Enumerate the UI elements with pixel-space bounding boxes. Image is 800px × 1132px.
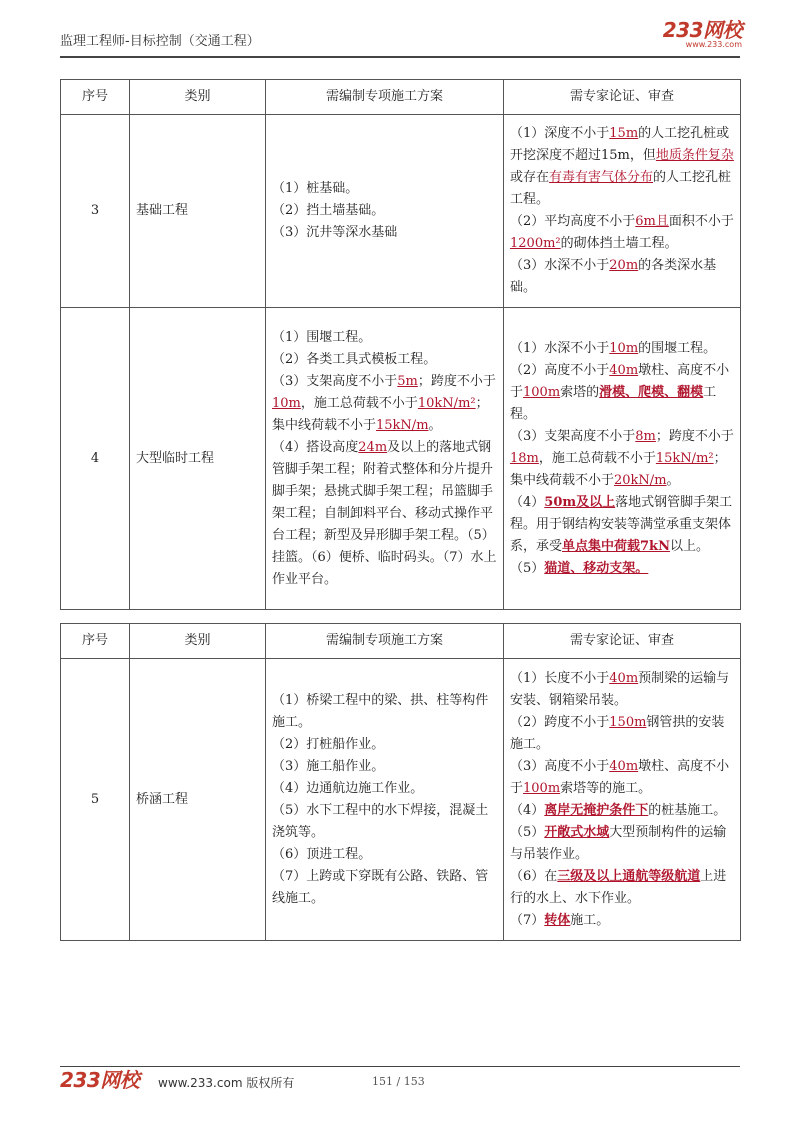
highlighted-value: 40m xyxy=(609,758,639,774)
cell-item xyxy=(272,756,497,778)
row-review xyxy=(504,115,741,308)
highlighted-keyword: 50m及以上 xyxy=(544,494,616,510)
highlighted-value: 有毒有害气体分布 xyxy=(549,170,654,185)
cell-text: （3）水深不小于 xyxy=(510,258,610,273)
logo-url: www.233.com xyxy=(685,40,742,49)
cell-text: 的人工挖孔桩工程。 xyxy=(510,170,732,207)
construction-plan-table-2 xyxy=(60,623,741,941)
cell-text: （5）水下工程中的水下焊接，混凝土浇筑等。 xyxy=(272,802,489,840)
cell-text: ，施工总荷载不小于 xyxy=(300,395,418,411)
footer-logo-text: 233网校 xyxy=(60,1068,140,1092)
cell-text: 墩柱、高度不小于 xyxy=(510,362,730,400)
row-plan xyxy=(266,115,504,308)
highlighted-value: 100m xyxy=(523,780,561,796)
cell-item xyxy=(510,255,734,299)
highlighted-keyword: 滑模、爬模、翻模 xyxy=(599,384,704,400)
cell-text: （1）桩基础。 xyxy=(272,181,359,196)
highlighted-value: 地质条件复杂 xyxy=(655,148,734,163)
cell-text: 钢管拱的安装施工。 xyxy=(510,714,725,752)
cell-text: ；集中线荷载不小于 xyxy=(510,450,727,488)
cell-text: （1）长度不小于 xyxy=(510,670,610,686)
row-plan xyxy=(266,308,504,610)
highlighted-value: 20kN/m xyxy=(614,472,667,488)
row-review xyxy=(504,308,741,610)
table-row xyxy=(61,115,741,308)
highlighted-value: 40m xyxy=(609,362,639,378)
row-plan xyxy=(266,659,504,941)
highlighted-keyword: 猫道、移动支架。 xyxy=(544,560,649,576)
site-logo[interactable] xyxy=(663,20,742,49)
cell-item xyxy=(510,800,734,866)
cell-text: （2）高度不小于 xyxy=(510,362,610,378)
column-header-category: 类别 xyxy=(130,624,266,659)
cell-item xyxy=(510,866,734,910)
cell-item xyxy=(272,222,497,244)
cell-text: （4） xyxy=(510,802,545,818)
cell-text: 墩柱、高度不小于 xyxy=(510,758,730,796)
construction-plan-table-1 xyxy=(60,79,741,610)
cell-text: 索塔等的施工。 xyxy=(560,780,652,796)
cell-text: （2）各类工具式模板工程。 xyxy=(272,351,437,367)
cell-text: （3）支架高度不小于 xyxy=(272,373,398,389)
cell-item xyxy=(510,712,734,756)
row-category: 基础工程 xyxy=(130,115,266,308)
cell-item xyxy=(510,910,734,932)
cell-text: （1）水深不小于 xyxy=(510,340,610,356)
cell-text: （3）支架高度不小于 xyxy=(510,428,636,444)
cell-text: （1）深度不小于 xyxy=(510,126,610,141)
highlighted-value: 18m xyxy=(510,450,539,466)
cell-item xyxy=(510,492,734,558)
cell-text: （2）跨度不小于 xyxy=(510,714,610,730)
cell-item xyxy=(510,558,734,580)
column-header-no: 序号 xyxy=(61,80,130,115)
column-header-review: 需专家论证、审查 xyxy=(504,80,741,115)
cell-item xyxy=(510,426,734,492)
cell-text: （3）沉井等深水基础 xyxy=(272,225,398,240)
highlighted-value: 10kN/m² xyxy=(417,395,476,411)
page-number: 151 / 153 xyxy=(372,1075,425,1088)
cell-text: （1）桥梁工程中的梁、拱、柱等构件施工。 xyxy=(272,692,489,730)
column-header-no: 序号 xyxy=(61,624,130,659)
highlighted-value: 8m xyxy=(635,428,656,444)
cell-item xyxy=(272,437,497,591)
cell-text: （1）围堰工程。 xyxy=(272,329,372,345)
cell-text: 的砌体挡土墙工程。 xyxy=(560,236,678,251)
table-row xyxy=(61,659,741,941)
highlighted-value: 150m xyxy=(609,714,647,730)
cell-item xyxy=(510,338,734,360)
highlighted-keyword: 离岸无掩护条件下 xyxy=(544,802,649,818)
row-no: 4 xyxy=(61,308,130,610)
cell-text: （4）搭设高度 xyxy=(272,439,359,455)
highlighted-value: 10m xyxy=(272,395,301,411)
highlighted-value: 10m xyxy=(609,340,639,356)
table-header-row xyxy=(61,624,741,659)
cell-text: （3）高度不小于 xyxy=(510,758,610,774)
header-divider xyxy=(60,56,740,58)
highlighted-keyword: 转体 xyxy=(544,912,571,928)
cell-item xyxy=(272,866,497,910)
cell-text: 的人工挖孔桩或开挖深度不超过15m，但 xyxy=(510,126,730,163)
highlighted-value: 15m xyxy=(609,126,639,141)
cell-item xyxy=(272,327,497,349)
cell-text: 落地式钢管脚手架工程。用于钢结构安装等满堂承重支架体系，承受 xyxy=(510,494,733,554)
cell-text: （7）上跨或下穿既有公路、铁路、管线施工。 xyxy=(272,868,489,906)
cell-item xyxy=(272,690,497,734)
cell-item xyxy=(272,800,497,844)
cell-item xyxy=(510,123,734,211)
cell-text: 及以上的落地式钢管脚手架工程；附着式整体和分片提升脚手架；悬挑式脚手架工程；吊篮脚手架工程；自制卸料平台、移动式操作平台工程；新型及异形脚手架工程。（5）挂篮。（6）便桥、临时码头。（7）水上作业平台。 xyxy=(272,439,497,587)
cell-item xyxy=(510,211,734,255)
cell-text: 或存在 xyxy=(510,170,550,185)
cell-text: （6）顶进工程。 xyxy=(272,846,372,862)
cell-item xyxy=(510,668,734,712)
cell-item xyxy=(272,734,497,756)
highlighted-value: 100m xyxy=(523,384,561,400)
cell-text: 的围堰工程。 xyxy=(638,340,717,356)
column-header-plan: 需编制专项施工方案 xyxy=(266,624,504,659)
row-category: 桥涵工程 xyxy=(130,659,266,941)
footer-logo[interactable] xyxy=(60,1070,139,1090)
cell-text: （6）在 xyxy=(510,868,558,884)
highlighted-value: 40m xyxy=(609,670,639,686)
cell-text: 的桩基施工。（5） xyxy=(510,802,727,840)
cell-text: 。 xyxy=(428,417,442,433)
column-header-plan: 需编制专项施工方案 xyxy=(266,80,504,115)
cell-item xyxy=(272,844,497,866)
cell-item xyxy=(272,371,497,437)
highlighted-value: 15kN/m² xyxy=(655,450,714,466)
cell-text: ；跨度不小于 xyxy=(655,428,734,444)
cell-text: （3）施工船作业。 xyxy=(272,758,385,774)
page-header-title: 监理工程师-目标控制（交通工程） xyxy=(60,34,260,49)
cell-text: 的各类深水基础。 xyxy=(510,258,717,295)
cell-text: 面积不小于 xyxy=(668,214,734,229)
cell-text: 以上。 xyxy=(669,538,709,554)
cell-text: （5） xyxy=(510,560,545,576)
highlighted-keyword: 单点集中荷载7kN xyxy=(562,538,670,554)
cell-item xyxy=(272,178,497,200)
cell-item xyxy=(272,200,497,222)
highlighted-value: 15kN/m xyxy=(376,417,429,433)
table-row xyxy=(61,308,741,610)
highlighted-value: 24m xyxy=(358,439,388,455)
footer-divider xyxy=(60,1066,740,1067)
cell-item xyxy=(510,360,734,426)
cell-text: 。 xyxy=(666,472,680,488)
cell-item xyxy=(272,349,497,371)
cell-text: （2）挡土墙基础。 xyxy=(272,203,385,218)
highlighted-keyword: 开敞式水域 xyxy=(544,824,610,840)
cell-text: （4）边通航边施工作业。 xyxy=(272,780,424,796)
highlighted-value: 20m xyxy=(609,258,639,273)
row-no: 3 xyxy=(61,115,130,308)
column-header-category: 类别 xyxy=(130,80,266,115)
cell-text: （4） xyxy=(510,494,545,510)
cell-text: ，施工总荷载不小于 xyxy=(538,450,656,466)
cell-item xyxy=(510,756,734,800)
cell-text: 施工。 xyxy=(570,912,610,928)
table-header-row xyxy=(61,80,741,115)
row-category: 大型临时工程 xyxy=(130,308,266,610)
highlighted-value: 5m xyxy=(397,373,418,389)
row-no: 5 xyxy=(61,659,130,941)
cell-text: （2）平均高度不小于 xyxy=(510,214,636,229)
cell-text: （7） xyxy=(510,912,545,928)
cell-text: 预制梁的运输与安装、钢箱梁吊装。 xyxy=(510,670,730,708)
highlighted-value: 1200m² xyxy=(510,236,561,251)
cell-text: 上进行的水上、水下作业。 xyxy=(510,868,727,906)
cell-text: （2）打桩船作业。 xyxy=(272,736,385,752)
cell-text: ；跨度不小于 xyxy=(417,373,496,389)
row-review xyxy=(504,659,741,941)
highlighted-value: 6m且 xyxy=(635,214,669,229)
cell-text: 工程。 xyxy=(510,384,717,422)
cell-text: ；集中线荷载不小于 xyxy=(272,395,489,433)
highlighted-keyword: 三级及以上通航等级航道 xyxy=(557,868,701,884)
cell-item xyxy=(272,778,497,800)
column-header-review: 需专家论证、审查 xyxy=(504,624,741,659)
cell-text: 索塔的 xyxy=(560,384,600,400)
logo-text: 233网校 xyxy=(662,18,742,42)
cell-text: 大型预制构件的运输与吊装作业。 xyxy=(510,824,727,862)
copyright-text: www.233.com 版权所有 xyxy=(158,1076,295,1090)
